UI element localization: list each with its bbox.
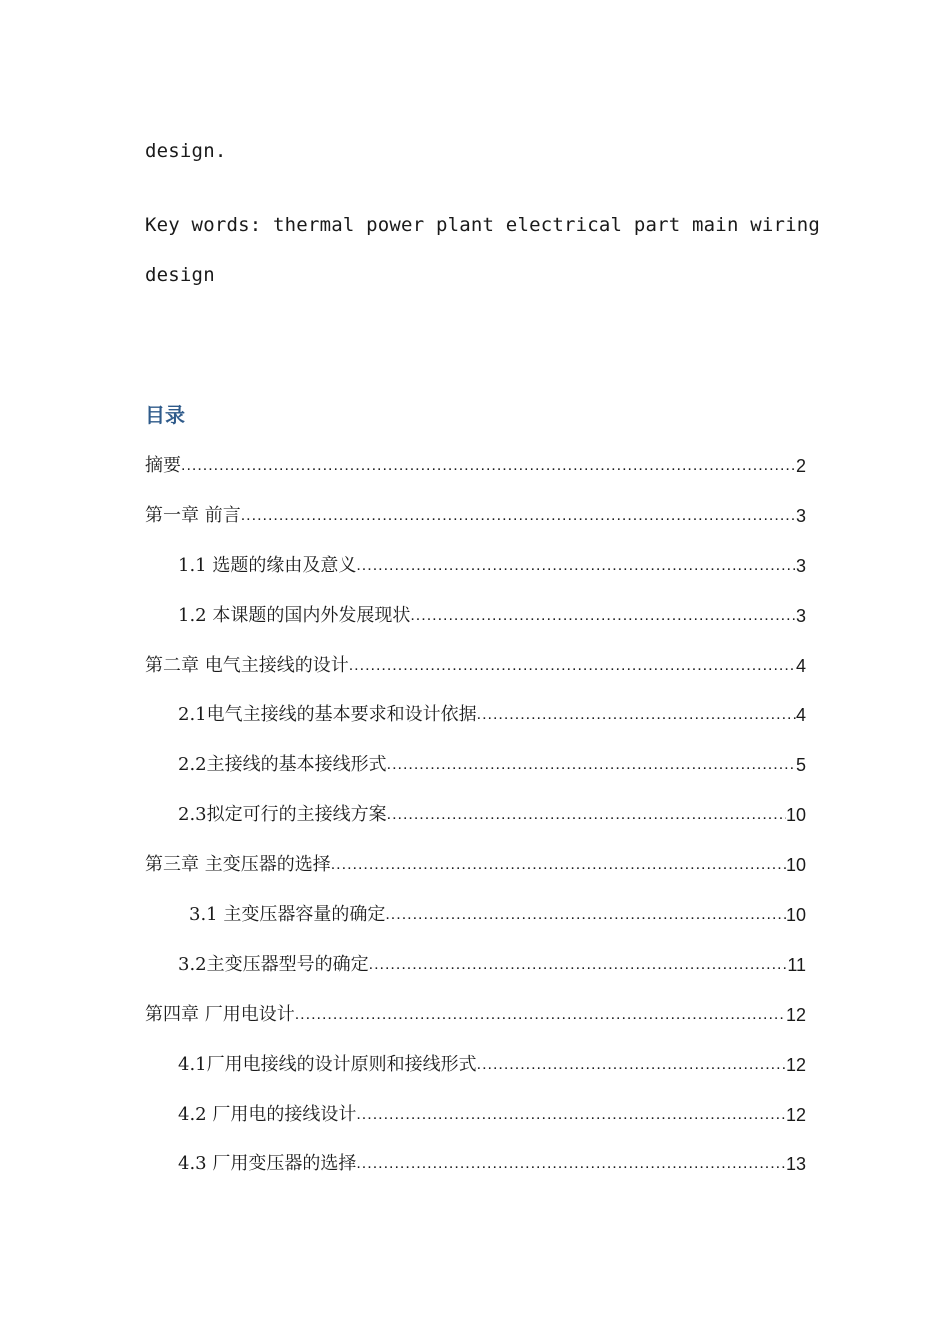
toc-entry-page: 3: [795, 555, 806, 576]
toc-entry-title: 1.1 选题的缘由及意义: [178, 554, 357, 576]
abstract-continuation-text: design.: [145, 140, 227, 162]
toc-entry-page: 12: [785, 1004, 806, 1025]
toc-entry-title: 第二章 电气主接线的设计: [145, 654, 349, 676]
toc-entry[interactable]: [145, 951, 806, 1001]
toc-entry-page: 3: [795, 605, 806, 626]
toc-entry-title: 第四章 厂用电设计: [145, 1003, 295, 1025]
toc-entry[interactable]: [145, 801, 806, 851]
toc-entry[interactable]: [145, 552, 806, 602]
toc-entry-title: 第三章 主变压器的选择: [145, 854, 331, 876]
toc-entry-page: 3: [795, 505, 806, 526]
toc-dot-leader: [331, 851, 786, 879]
toc-dot-leader: [387, 801, 786, 829]
toc-entry-page: 10: [785, 855, 806, 876]
toc-dot-leader: [477, 701, 796, 729]
toc-entry-title: 3.1 主变压器容量的确定: [189, 904, 386, 926]
toc-entry-page: 12: [785, 1104, 806, 1125]
toc-dot-leader: [387, 751, 796, 779]
toc-entry-title: 第一章 前言: [145, 504, 241, 526]
toc-entry[interactable]: [145, 901, 806, 951]
toc-entry-title: 4.3 厂用变压器的选择: [178, 1153, 357, 1175]
toc-dot-leader: [295, 1001, 786, 1029]
toc-entry[interactable]: [145, 1150, 806, 1200]
table-of-contents: [145, 452, 806, 1200]
toc-entry-page: 10: [785, 805, 806, 826]
toc-dot-leader: [369, 951, 788, 979]
toc-entry-title: 4.1厂用电接线的设计原则和接线形式: [178, 1053, 477, 1075]
toc-entry-title: 2.1电气主接线的基本要求和设计依据: [178, 704, 477, 726]
toc-dot-leader: [356, 1101, 786, 1129]
keywords-line-continuation: design: [145, 264, 215, 286]
toc-entry[interactable]: [145, 452, 806, 502]
toc-entry[interactable]: [145, 701, 806, 751]
toc-entry-title: 摘要: [145, 455, 181, 476]
toc-entry-title: 1.2 本课题的国内外发展现状: [178, 604, 411, 626]
toc-dot-leader: [356, 1150, 786, 1178]
toc-dot-leader: [356, 552, 796, 580]
toc-entry[interactable]: [145, 1051, 806, 1101]
toc-entry-page: 11: [787, 954, 806, 975]
toc-entry-title: 2.2主接线的基本接线形式: [178, 754, 387, 776]
toc-entry-page: 2: [795, 456, 806, 476]
toc-entry-page: 12: [785, 1054, 806, 1075]
toc-entry-title: 4.2 厂用电的接线设计: [178, 1103, 357, 1125]
toc-entry[interactable]: [145, 1001, 806, 1051]
toc-dot-leader: [477, 1051, 786, 1079]
toc-dot-leader: [241, 502, 796, 530]
toc-entry[interactable]: [145, 851, 806, 901]
toc-dot-leader: [385, 901, 786, 929]
toc-entry-page: 13: [785, 1154, 806, 1175]
toc-heading: 目录: [145, 403, 185, 427]
toc-entry-page: 4: [795, 705, 806, 726]
toc-dot-leader: [349, 652, 796, 680]
toc-entry-page: 10: [785, 905, 806, 926]
toc-dot-leader: [410, 602, 796, 630]
toc-entry-page: 4: [795, 655, 806, 676]
toc-entry[interactable]: [145, 1101, 806, 1151]
toc-entry[interactable]: [145, 502, 806, 552]
toc-dot-leader: [181, 452, 796, 480]
toc-entry[interactable]: [145, 751, 806, 801]
toc-entry-page: 5: [795, 755, 806, 776]
keywords-line: Key words: thermal power plant electrical part main wiring: [145, 214, 821, 236]
toc-entry-title: 3.2主变压器型号的确定: [178, 953, 369, 975]
toc-entry[interactable]: [145, 602, 806, 652]
toc-entry[interactable]: [145, 652, 806, 702]
toc-entry-title: 2.3拟定可行的主接线方案: [178, 804, 387, 826]
